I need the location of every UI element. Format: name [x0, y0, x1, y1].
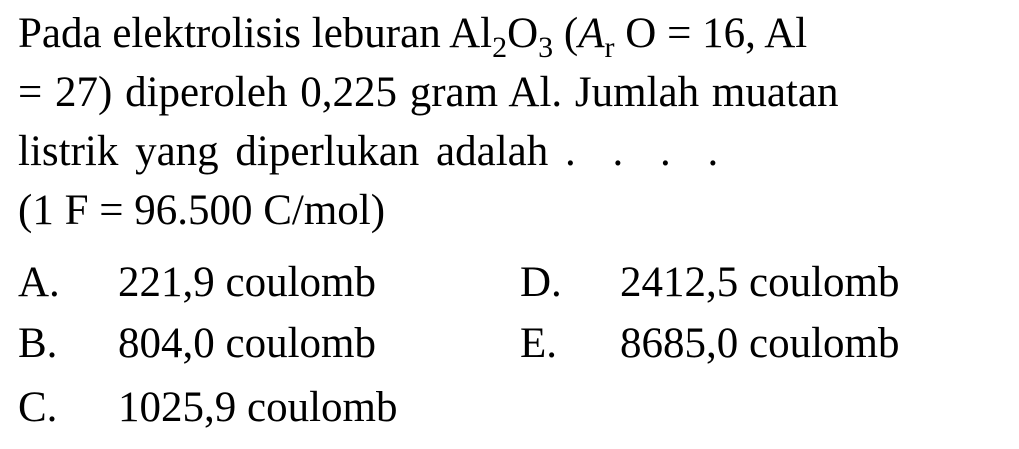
option-b-letter: B.: [18, 320, 58, 367]
option-a-text: 221,9 coulomb: [118, 259, 376, 306]
question-line-3-text: listrik yang diperlukan adalah: [18, 128, 549, 175]
question-line-1-text: Pada elektrolisis leburan Al: [18, 10, 493, 57]
relative-mass-subscript: r: [604, 31, 615, 64]
question-line-3: [18, 126, 728, 178]
question-line-2: = 27) diperoleh 0,225 gram Al. Jumlah muatan: [18, 69, 839, 116]
oxygen-symbol: O: [507, 10, 539, 57]
option-b-text: 804,0 coulomb: [118, 320, 376, 367]
option-c-letter: C.: [18, 384, 58, 431]
ellipsis: . . . .: [565, 128, 729, 175]
question-line-1-tail: O = 16, Al: [614, 10, 808, 57]
paren-open: (: [553, 10, 579, 57]
subscript-3: 3: [538, 31, 554, 64]
option-d-text: 2412,5 coulomb: [620, 259, 900, 306]
option-e-letter: E.: [520, 320, 558, 367]
option-e-text: 8685,0 coulomb: [620, 320, 900, 367]
subscript-2: 2: [492, 31, 508, 64]
option-b[interactable]: [18, 318, 376, 370]
option-e[interactable]: [520, 318, 899, 370]
relative-mass-symbol: A: [578, 10, 605, 57]
faraday-constant: (1 F = 96.500 C/mol): [18, 187, 386, 234]
option-a[interactable]: [18, 257, 376, 309]
option-d-letter: D.: [520, 259, 562, 306]
option-d[interactable]: [520, 257, 899, 309]
option-c[interactable]: [18, 382, 397, 434]
option-a-letter: A.: [18, 259, 60, 306]
question-line-1: [18, 8, 808, 64]
option-c-text: 1025,9 coulomb: [118, 384, 398, 431]
